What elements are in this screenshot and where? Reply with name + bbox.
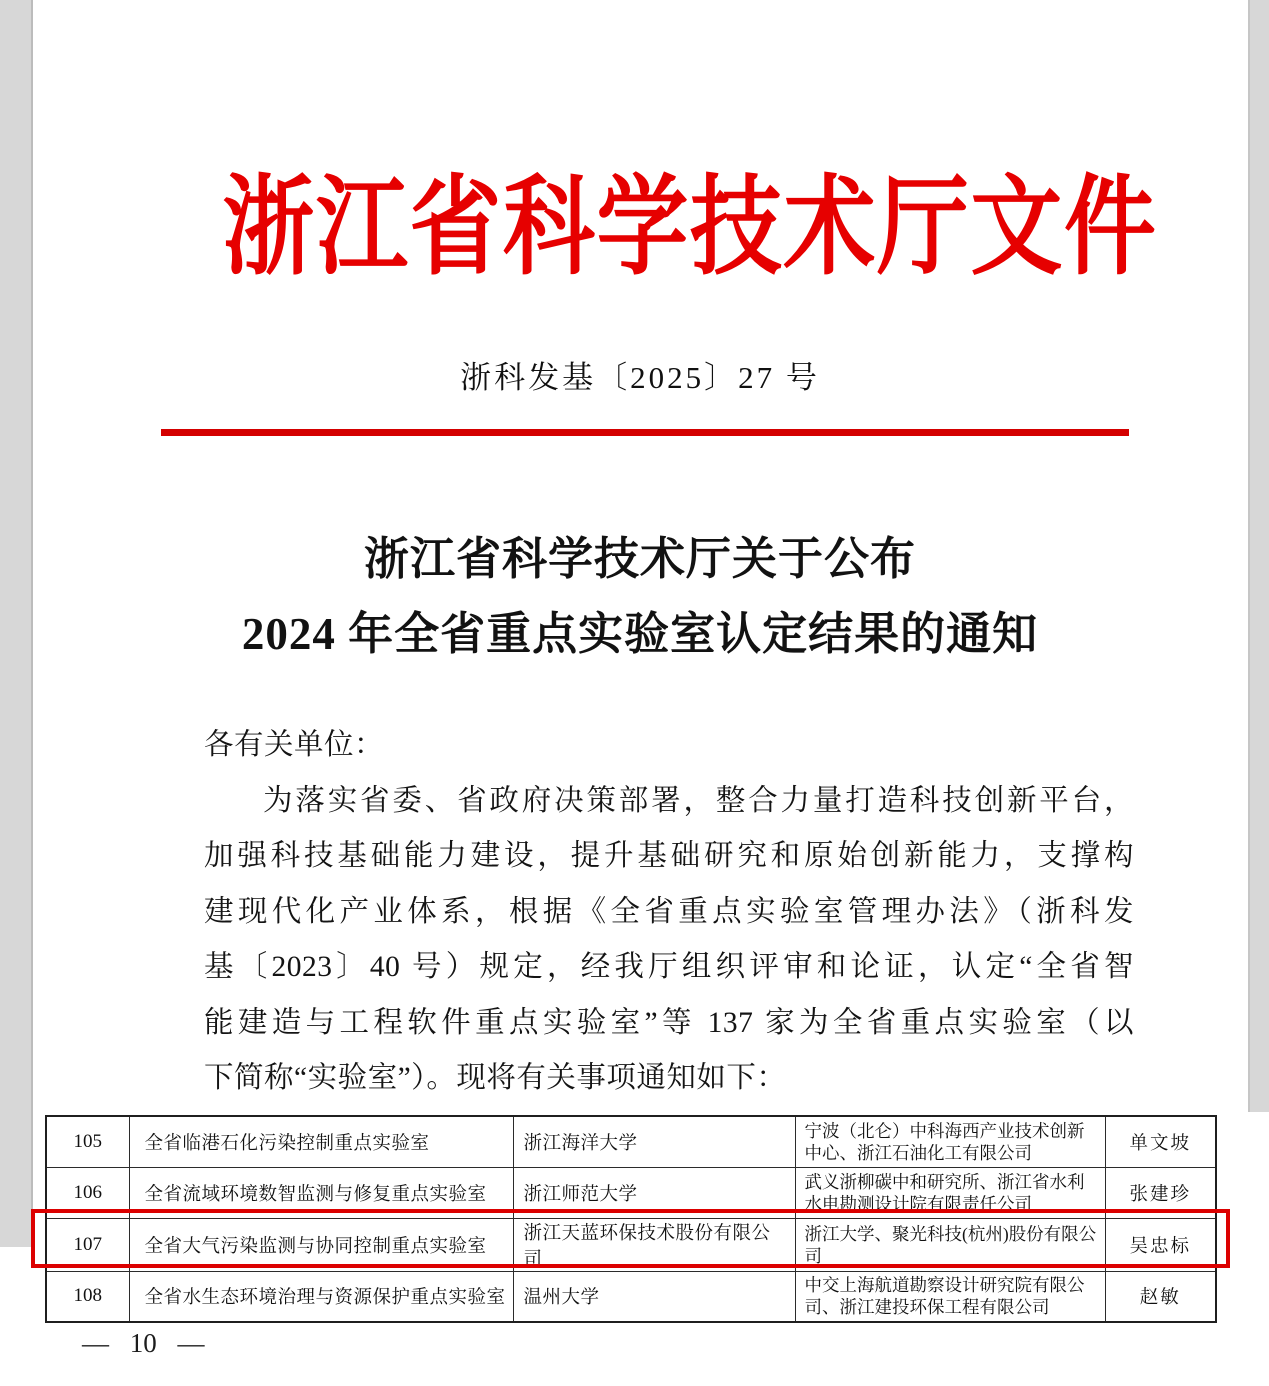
viewer-background-right — [1248, 0, 1269, 1112]
host-unit: 浙江师范大学 — [513, 1167, 795, 1218]
director-name: 张建珍 — [1105, 1167, 1216, 1218]
director-name: 赵敏 — [1105, 1271, 1216, 1322]
partner-units: 宁波（北仑）中科海西产业技术创新中心、浙江石油化工有限公司 — [795, 1116, 1105, 1167]
body-line-4: 基〔2023〕40 号）规定，经我厅组织评审和论证，认定“全省智 — [204, 951, 1134, 983]
host-unit: 浙江天蓝环保技术股份有限公司 — [513, 1218, 795, 1271]
row-number: 107 — [46, 1218, 129, 1271]
document-body — [204, 718, 1134, 1107]
table-row-107-highlighted — [46, 1218, 1216, 1271]
letterhead-title — [140, 140, 1158, 295]
body-line-6: 下简称“实验室”）。现将有关事项通知如下： — [204, 1062, 787, 1094]
lab-name: 全省临港石化污染控制重点实验室 — [129, 1116, 513, 1167]
partner-units: 武义浙柳碳中和研究所、浙江省水利水电勘测设计院有限责任公司 — [795, 1167, 1105, 1218]
table-row-106 — [46, 1167, 1216, 1218]
row-number: 108 — [46, 1271, 129, 1322]
row-number: 106 — [46, 1167, 129, 1218]
body-line-3: 建现代化产业体系，根据《全省重点实验室管理办法》（浙科发 — [204, 895, 1134, 928]
letterhead-divider-rule — [161, 429, 1129, 436]
letterhead-title-text: 浙江省科学技术厅文件 — [222, 169, 1158, 288]
director-name: 吴忠标 — [1105, 1218, 1216, 1271]
salutation: 各有关单位： — [204, 729, 385, 761]
lab-results-table — [45, 1115, 1217, 1323]
partner-units: 中交上海航道勘察设计研究院有限公司、浙江建投环保工程有限公司 — [795, 1271, 1105, 1322]
director-name: 单文坡 — [1105, 1116, 1216, 1167]
table-row-108 — [46, 1271, 1216, 1322]
notice-title — [120, 522, 1160, 672]
viewer-background-left — [0, 0, 33, 1247]
page-number: — 10 — — [82, 1328, 205, 1358]
partner-units: 浙江大学、聚光科技(杭州)股份有限公司 — [795, 1218, 1105, 1271]
body-line-5: 能建造与工程软件重点实验室”等 137 家为全省重点实验室（以 — [204, 1006, 1134, 1039]
lab-name: 全省流域环境数智监测与修复重点实验室 — [129, 1167, 513, 1218]
lab-name: 全省水生态环境治理与资源保护重点实验室 — [129, 1271, 513, 1322]
row-number: 105 — [46, 1116, 129, 1167]
lab-name: 全省大气污染监测与协同控制重点实验室 — [129, 1218, 513, 1271]
table-row-105 — [46, 1116, 1216, 1167]
body-line-1: 为落实省委、省政府决策部署，整合力量打造科技创新平台， — [263, 784, 1134, 817]
lab-results-table-wrap — [45, 1115, 1217, 1323]
host-unit: 温州大学 — [513, 1271, 795, 1322]
host-unit: 浙江海洋大学 — [513, 1116, 795, 1167]
document-number: 浙科发基〔2025〕27 号 — [460, 360, 820, 395]
notice-title-line2: 2024 年全省重点实验室认定结果的通知 — [241, 609, 1039, 659]
body-line-2: 加强科技基础能力建设，提升基础研究和原始创新能力，支撑构 — [204, 840, 1134, 872]
notice-title-line1: 浙江省科学技术厅关于公布 — [363, 534, 916, 584]
